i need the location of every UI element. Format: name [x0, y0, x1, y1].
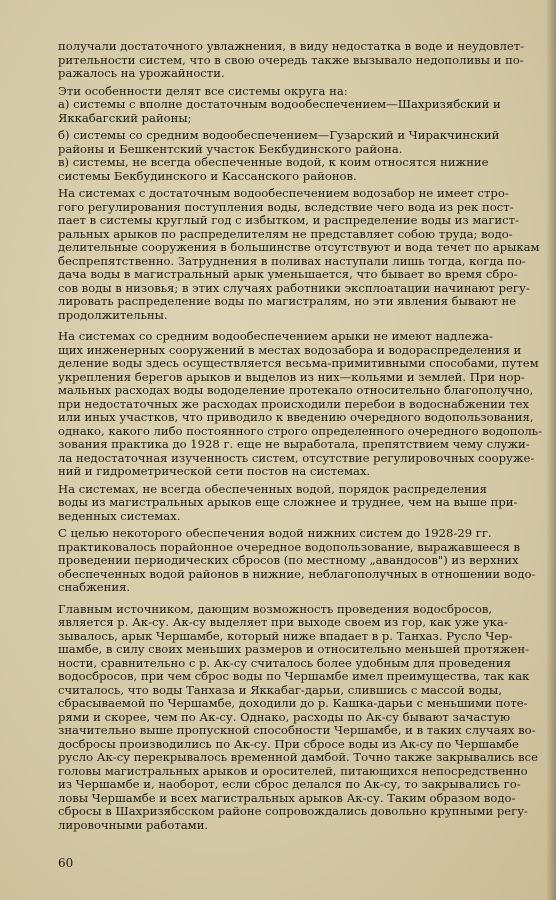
- paragraph: [58, 40, 556, 81]
- text-line: воды из магистральных арыков еще сложнее и труднее, чем на выше при-: [58, 495, 518, 509]
- text-line: лировочными работами.: [58, 817, 209, 832]
- text-line: при недостаточных же расходах происходили перебои в водоснабжении тех: [58, 396, 530, 411]
- text-line: беспрепятственно. Затруднения в поливах наступали лишь тогда, когда по-: [58, 253, 526, 268]
- text-line: в) системы, не всегда обеспеченные водой, к коим относятся нижние: [58, 155, 489, 169]
- text-line: сбрасываемой по Чершамбе, доходили до р. Кашка-дарьи с меньшими поте-: [58, 696, 528, 710]
- text-line: русло Ак-су перекрывалось временной дамбой. Точно также закрывались все: [58, 750, 539, 764]
- text-line: пает в системы круглый год с избытком, и распределение воды из магист-: [58, 213, 519, 227]
- paragraph: [58, 603, 556, 833]
- text-line: укрепления берегов арыков и выделов из них—кольями и землей. При нор-: [58, 369, 525, 384]
- page-number: 60: [58, 856, 74, 870]
- text-line: С целью некоторого обеспечения водой нижних систем до 1928-29 гг.: [58, 526, 492, 540]
- text-line: значительно выше пропускной способности Чершамбе, и в таких случаях во-: [58, 723, 536, 737]
- text-line: мальных расходах воды вододеление протекало относительно благополучно,: [58, 383, 534, 397]
- text-line: ний и гидрометрической сети постов на системах.: [58, 464, 371, 478]
- text-line: Эти особенности делят все системы округа на:: [58, 83, 348, 98]
- text-line: является р. Ак-су. Ак-су выделяет при выходе своем из гор, как уже ука-: [58, 615, 508, 629]
- paragraph: [58, 187, 556, 322]
- paragraph: [58, 483, 556, 524]
- text-line: водосбросов, при чем сброс воды по Чершамбе имел преимущества, так как: [58, 669, 530, 683]
- text-line: практиковалось порайонное очередное водопользование, выражавшееся в: [58, 539, 521, 554]
- text-line: головы магистральных арыков и оросителей, питающихся непосредственно: [58, 763, 528, 778]
- text-line: продолжительны.: [58, 307, 168, 322]
- text-line: или иных участков, что приводило к введению очередного водопользования,: [58, 410, 534, 424]
- text-line: рительности систем, что в свою очередь также вызывало недополивы и по-: [58, 52, 524, 67]
- text-line: ла недостаточная изученность систем, отсутствие регулировочных сооруже-: [58, 450, 535, 465]
- text-line: районы и Бешкентский участок Бекбудинского района.: [58, 141, 403, 156]
- text-line: ности, сравнительно с р. Ак-су считалось более удобным для проведения: [58, 655, 511, 670]
- text-line: считалось, что воды Танхаза и Яккабаг-дарьи, слившись с массой воды,: [58, 682, 502, 697]
- text-line: веденных системах.: [58, 508, 181, 523]
- text-line: делительные сооружения в большинстве отсутствуют и вода течет по арыкам: [58, 240, 540, 254]
- text-line: ражалось на урожайности.: [58, 66, 225, 80]
- body-text: [58, 40, 556, 832]
- text-line: однако, какого либо постоянного строго определенного очередного водополь-: [58, 423, 543, 438]
- text-line: На системах со средним водообеспечением арыки не имеют надлежа-: [58, 329, 493, 343]
- text-line: проведении периодических сбросов (по местному „авандосов") из верхних: [58, 553, 519, 567]
- text-line: шамбе, в силу своих меньших размеров и относительно меньшей протяжен-: [58, 642, 530, 656]
- text-line: рями и скорее, чем по Ак-су. Однако, расходы по Ак-су бывают зачастую: [58, 709, 511, 724]
- paragraph: [58, 129, 556, 183]
- text-line: лировать распределение воды по магистралям, но эти явления бывают не: [58, 294, 517, 308]
- text-line: зования практика до 1928 г. еще не выработала, препятствием чему служи-: [58, 437, 530, 451]
- text-line: гого регулирования поступления воды, вследствие чего вода из рек пост-: [58, 199, 514, 214]
- text-line: б) системы со средним водообеспечением—Гузарский и Чиракчинский: [58, 128, 500, 142]
- text-line: снабжения.: [58, 580, 131, 594]
- text-line: На системах, не всегда обеспеченных водой, порядок распределения: [58, 481, 487, 496]
- text-line: дача воды в магистральный арык уменьшается, что бывает во время сбро-: [58, 267, 518, 281]
- text-line: На системах с достаточным водообеспечением водозабор не имеет стро-: [58, 186, 509, 200]
- text-line: сов воды в низовья; в этих случаях работники эксплоатации начинают регу-: [58, 280, 530, 295]
- paragraph: [58, 85, 556, 126]
- text-line: щих инженерных сооружений в местах водозабора и водораспределения и: [58, 342, 522, 357]
- text-line: деление воды здесь осуществляется весьма-примитивными способами, путем: [58, 356, 539, 370]
- text-line: зывалось, арык Чершамбе, который ниже впадает в р. Танхаз. Русло Чер-: [58, 628, 513, 643]
- text-line: Главным источником, дающим возможность проведения водосбросов,: [58, 601, 493, 616]
- text-line: досбросы производились по Ак-су. При сбросе воды из Ак-су по Чершамбе: [58, 736, 519, 751]
- paragraph: [58, 527, 556, 595]
- text-line: ловы Чершамбе и всех магистральных арыков Ак-су. Таким образом водо-: [58, 790, 516, 805]
- text-line: из Чершамбе и, наоборот, если сброс делался по Ак-су, то закрывались го-: [58, 777, 521, 791]
- text-line: сбросы в Шахризябсском районе сопровождались довольно крупными регу-: [58, 804, 528, 818]
- text-line: ральных арыков по распределителям не представляет собою труда; водо-: [58, 226, 513, 241]
- text-line: системы Бекбудинского и Кассанского районов.: [58, 168, 357, 183]
- text-line: обеспеченных водой районов в нижние, неблагополучных в отношении водо-: [58, 566, 536, 581]
- text-line: а) системы с вполне достаточным водообеспечением—Шахризябский и: [58, 97, 501, 111]
- paragraph: [58, 330, 556, 479]
- text-line: получали достаточного увлажнения, в виду недостатка в воде и неудовлет-: [58, 39, 525, 53]
- text-line: Яккабагский районы;: [58, 110, 192, 125]
